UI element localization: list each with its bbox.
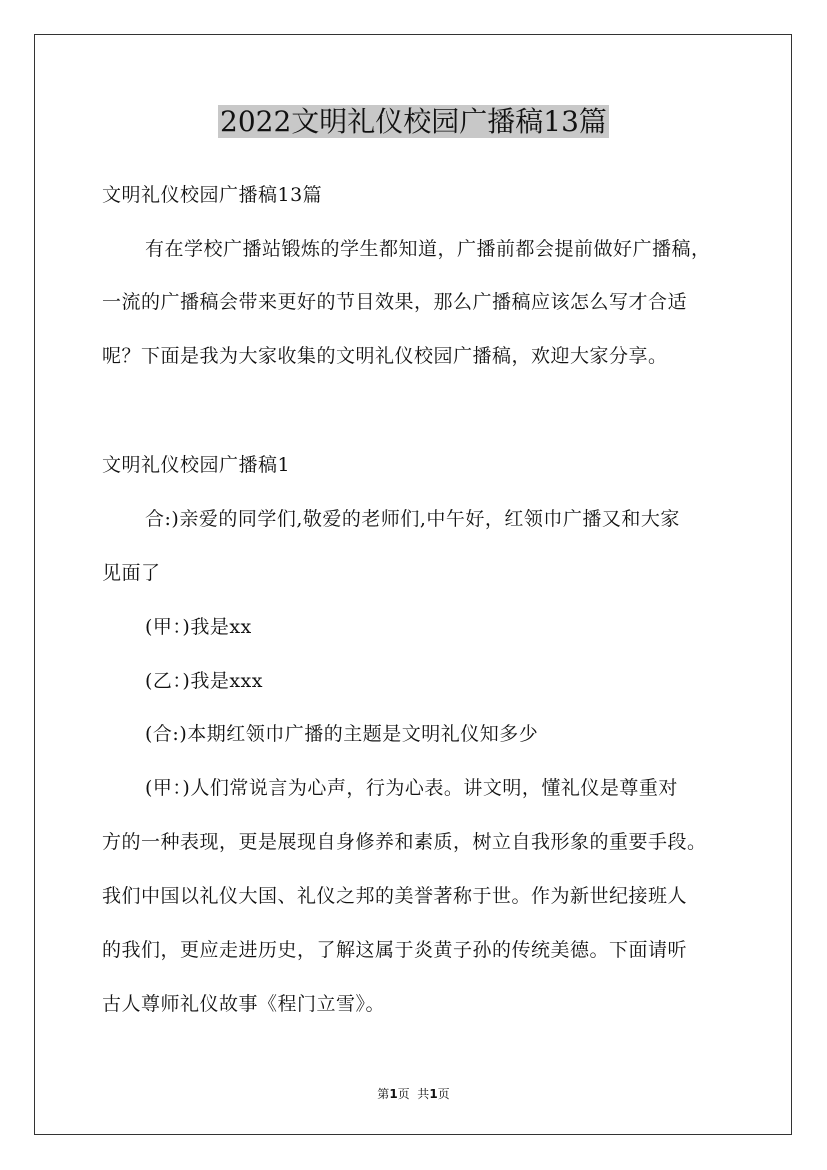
intro-line-1: 有在学校广播站锻炼的学生都知道，广播前都会提前做好广播稿， [145,238,711,260]
subtitle: 文明礼仪校园广播稿13篇 [102,184,323,206]
page-footer [0,1085,827,1102]
footer-total-pages: 1 [429,1087,438,1101]
document-title [0,100,827,144]
paragraph-line: 见面了 [102,562,161,584]
intro-line-2: 一流的广播稿会带来更好的节目效果，那么广播稿应该怎么写才合适 [102,291,688,313]
paragraph-line: 我们中国以礼仪大国、礼仪之邦的美誉著称于世。作为新世纪接班人 [102,885,688,907]
section-heading: 文明礼仪校园广播稿1 [102,454,291,476]
paragraph-line: (甲：)人们常说言为心声，行为心表。讲文明，懂礼仪是尊重对 [145,777,678,799]
paragraph-line: (甲：)我是xx [145,616,252,638]
footer-mid: 页 共 [397,1087,430,1101]
footer-suffix: 页 [437,1087,450,1101]
paragraph-line: 合:)亲爱的同学们,敬爱的老师们,中午好，红领巾广播又和大家 [145,508,680,530]
paragraph-line: 方的一种表现，更是展现自身修养和素质，树立自我形象的重要手段。 [102,831,707,853]
paragraph-line: 的我们，更应走进历史，了解这属于炎黄子孙的传统美德。下面请听 [102,939,688,961]
paragraph-line: (合:)本期红领巾广播的主题是文明礼仪知多少 [145,723,539,745]
paragraph-line: 古人尊师礼仪故事《程门立雪》。 [102,993,386,1015]
footer-page-number: 1 [389,1087,398,1101]
intro-line-3: 呢？下面是我为大家收集的文明礼仪校园广播稿，欢迎大家分享。 [102,345,668,367]
paragraph-line: (乙：)我是xxx [145,670,263,692]
footer-prefix: 第 [377,1087,390,1101]
document-title-text: 2022文明礼仪校园广播稿13篇 [220,105,607,138]
